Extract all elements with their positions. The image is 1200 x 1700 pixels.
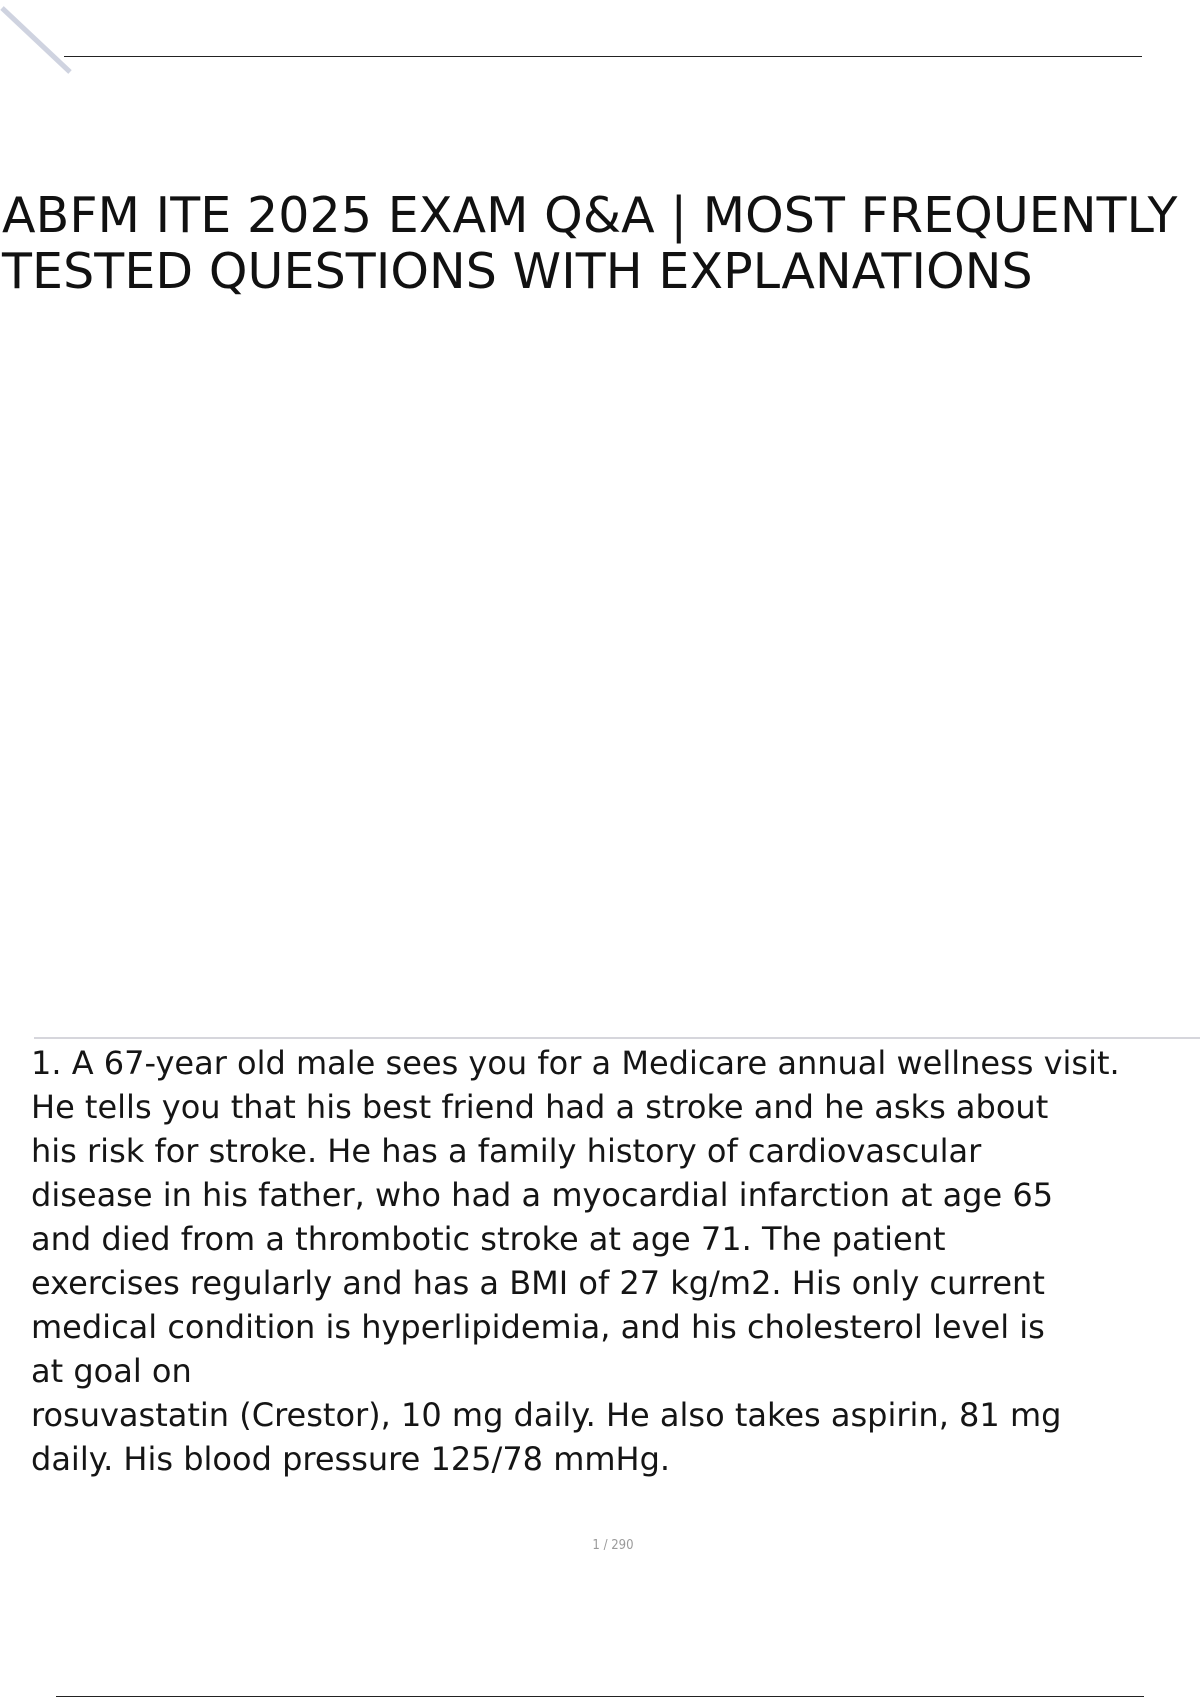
page-corner-fold-icon xyxy=(0,0,80,80)
question-line: daily. His blood pressure 125/78 mmHg. xyxy=(31,1440,671,1478)
question-text xyxy=(31,1041,1181,1481)
question-line: his risk for stroke. He has a family history of cardiovascular xyxy=(31,1132,982,1170)
document-title xyxy=(2,188,1192,300)
question-line: at goal on xyxy=(31,1352,192,1390)
footer-divider xyxy=(56,1696,1144,1697)
question-line: exercises regularly and has a BMI of 27 kg/m2. His only current xyxy=(31,1264,1045,1302)
question-line: disease in his father, who had a myocardial infarction at age 65 xyxy=(31,1176,1054,1214)
question-line: medical condition is hyperlipidemia, and his cholesterol level is xyxy=(31,1308,1045,1346)
page-number: 1 / 290 xyxy=(592,1538,634,1553)
question-line: 1. A 67-year old male sees you for a Medicare annual wellness visit. xyxy=(31,1044,1120,1082)
title-line: ABFM ITE 2025 EXAM Q&A | MOST FREQUENTLY xyxy=(2,187,1178,244)
question-divider xyxy=(34,1037,1200,1039)
question-line: and died from a thrombotic stroke at age 71. The patient xyxy=(31,1220,946,1258)
question-line: rosuvastatin (Crestor), 10 mg daily. He also takes aspirin, 81 mg xyxy=(31,1396,1062,1434)
question-line: He tells you that his best friend had a stroke and he asks about xyxy=(31,1088,1049,1126)
header-divider xyxy=(64,56,1142,57)
title-line: TESTED QUESTIONS WITH EXPLANATIONS xyxy=(2,243,1033,300)
